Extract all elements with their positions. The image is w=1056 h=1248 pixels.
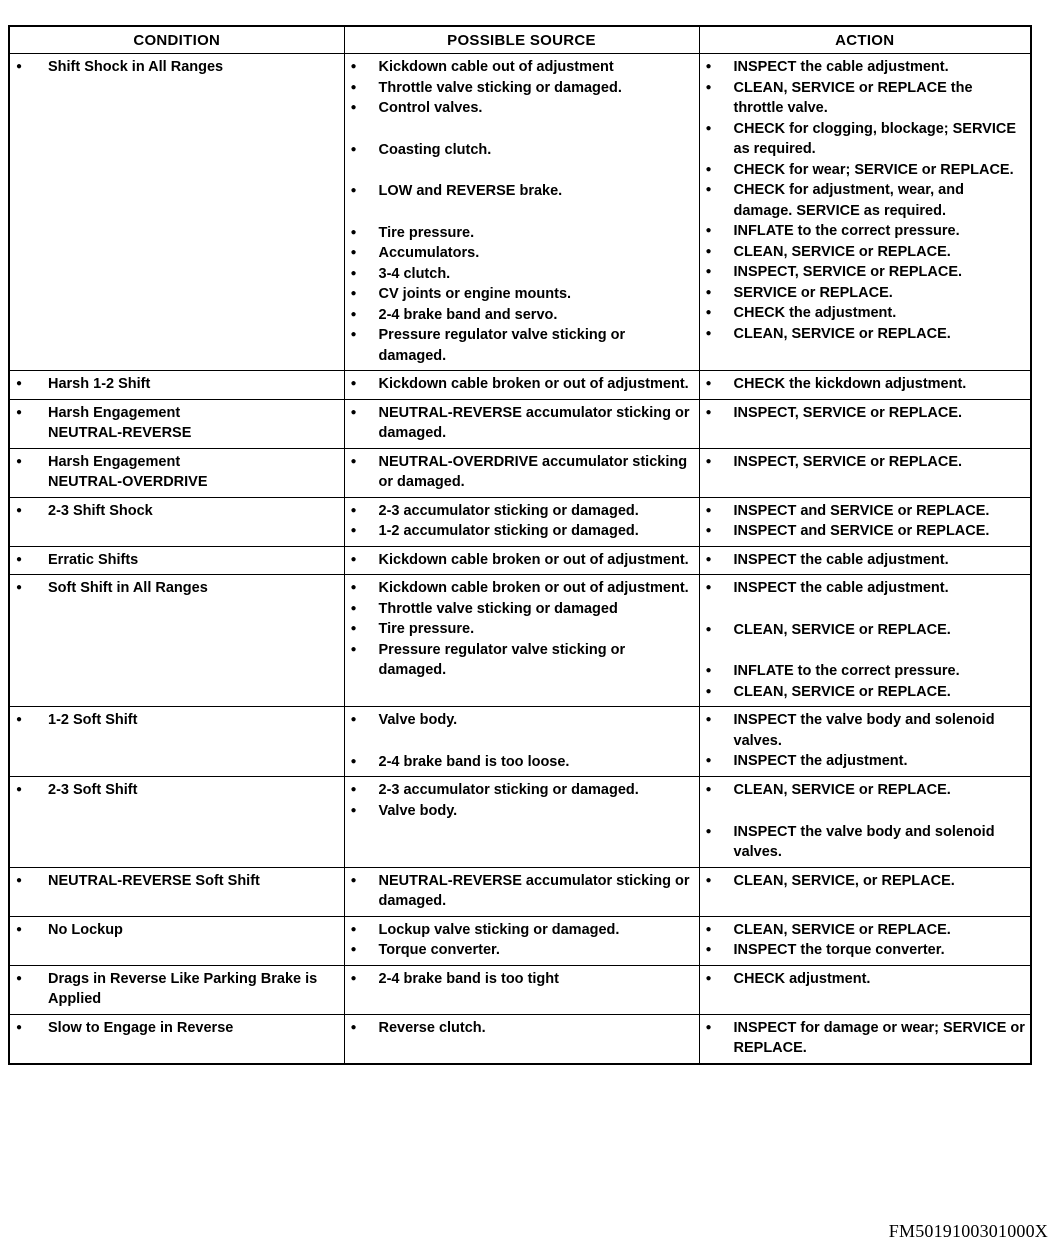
source-item: ● Tire pressure. bbox=[349, 223, 695, 244]
condition-item bbox=[14, 969, 340, 1010]
condition-text: ● Harsh Engagement bbox=[48, 453, 181, 470]
table-row bbox=[9, 965, 1031, 1014]
action-item: ● CLEAN, SERVICE or REPLACE. bbox=[704, 920, 1027, 941]
source-cell bbox=[344, 371, 699, 400]
action-item: ● CHECK the adjustment. bbox=[704, 303, 1027, 324]
condition-cell bbox=[9, 371, 344, 400]
source-cell bbox=[344, 546, 699, 575]
condition-cell bbox=[9, 497, 344, 546]
action-item: ● INSPECT the cable adjustment. bbox=[704, 550, 1027, 571]
source-item: ● Throttle valve sticking or damaged bbox=[349, 599, 695, 620]
condition-cell bbox=[9, 965, 344, 1014]
condition-cell bbox=[9, 448, 344, 497]
source-cell bbox=[344, 575, 699, 707]
condition-item bbox=[14, 57, 340, 78]
action-item: ● CLEAN, SERVICE or REPLACE. bbox=[704, 682, 1027, 703]
source-item: ● Kickdown cable broken or out of adjustment. bbox=[349, 578, 695, 599]
source-item: ● 3-4 clutch. bbox=[349, 264, 695, 285]
source-item: ● Accumulators. bbox=[349, 243, 695, 264]
action-cell bbox=[699, 399, 1031, 448]
condition-cell bbox=[9, 54, 344, 371]
table-row bbox=[9, 497, 1031, 546]
action-cell bbox=[699, 1014, 1031, 1064]
condition-text: ● Harsh Engagement bbox=[48, 404, 181, 421]
source-item: ● 2-4 brake band is too tight bbox=[349, 969, 695, 990]
source-item: ● 2-4 brake band is too loose. bbox=[349, 752, 695, 773]
action-item: ● INSPECT the valve body and solenoid valves. bbox=[704, 822, 1027, 863]
source-cell bbox=[344, 54, 699, 371]
table-row bbox=[9, 399, 1031, 448]
figure-id: FM5019100301000X bbox=[888, 1221, 1048, 1241]
condition-item bbox=[14, 501, 340, 522]
action-cell bbox=[699, 707, 1031, 777]
source-item: ● LOW and REVERSE brake. bbox=[349, 181, 695, 202]
table-row bbox=[9, 546, 1031, 575]
table-row bbox=[9, 867, 1031, 916]
action-cell bbox=[699, 916, 1031, 965]
condition-item bbox=[14, 1018, 340, 1039]
diagnosis-document bbox=[8, 25, 1030, 1065]
source-item: ● Coasting clutch. bbox=[349, 140, 695, 161]
action-item: ● CLEAN, SERVICE or REPLACE. bbox=[704, 242, 1027, 263]
table-row bbox=[9, 916, 1031, 965]
source-item: ● Kickdown cable broken or out of adjustment. bbox=[349, 550, 695, 571]
condition-item bbox=[14, 374, 340, 395]
source-item: ● 2-3 accumulator sticking or damaged. bbox=[349, 780, 695, 801]
action-item: ● INSPECT the cable adjustment. bbox=[704, 57, 1027, 78]
action-item: ● INSPECT, SERVICE or REPLACE. bbox=[704, 452, 1027, 473]
condition-text: NEUTRAL-OVERDRIVE bbox=[48, 474, 208, 490]
action-item: ● CHECK adjustment. bbox=[704, 969, 1027, 990]
source-item: ● Valve body. bbox=[349, 710, 695, 731]
action-item: ● CLEAN, SERVICE, or REPLACE. bbox=[704, 871, 1027, 892]
action-cell bbox=[699, 777, 1031, 868]
action-item: ● CLEAN, SERVICE or REPLACE the throttle valve. bbox=[704, 78, 1027, 119]
condition-text: ● 1-2 Soft Shift bbox=[48, 712, 138, 728]
condition-cell bbox=[9, 546, 344, 575]
condition-text: ● Harsh 1-2 Shift bbox=[48, 376, 151, 392]
header-action: ACTION bbox=[699, 26, 1031, 54]
source-item: ● 2-3 accumulator sticking or damaged. bbox=[349, 501, 695, 522]
source-item: ● NEUTRAL-OVERDRIVE accumulator sticking or damaged. bbox=[349, 452, 695, 493]
table-row bbox=[9, 448, 1031, 497]
table-row bbox=[9, 575, 1031, 707]
condition-text: ● 2-3 Shift Shock bbox=[48, 502, 153, 519]
action-cell bbox=[699, 546, 1031, 575]
condition-text: NEUTRAL-REVERSE bbox=[48, 425, 192, 441]
table-row bbox=[9, 777, 1031, 868]
condition-item bbox=[14, 871, 340, 892]
table-header-row bbox=[9, 26, 1031, 54]
action-cell bbox=[699, 965, 1031, 1014]
diagnosis-table bbox=[8, 25, 1032, 1065]
condition-text: ● No Lockup bbox=[48, 921, 123, 938]
source-cell bbox=[344, 916, 699, 965]
source-cell bbox=[344, 399, 699, 448]
source-item: ● NEUTRAL-REVERSE accumulator sticking or damaged. bbox=[349, 871, 695, 912]
condition-item bbox=[14, 920, 340, 941]
action-item: ● SERVICE or REPLACE. bbox=[704, 283, 1027, 304]
source-item: ● Pressure regulator valve sticking or damaged. bbox=[349, 325, 695, 366]
table-row bbox=[9, 54, 1031, 371]
action-item: ● CHECK the kickdown adjustment. bbox=[704, 374, 1027, 395]
condition-text: ● Soft Shift in All Ranges bbox=[48, 580, 208, 596]
source-cell bbox=[344, 707, 699, 777]
action-item: ● INSPECT, SERVICE or REPLACE. bbox=[704, 403, 1027, 424]
action-item: ● INSPECT and SERVICE or REPLACE. bbox=[704, 521, 1027, 542]
table-body bbox=[9, 54, 1031, 1064]
action-cell bbox=[699, 448, 1031, 497]
source-item: ● Pressure regulator valve sticking or damaged. bbox=[349, 640, 695, 681]
action-item: ● CHECK for clogging, blockage; SERVICE as required. bbox=[704, 119, 1027, 160]
source-cell bbox=[344, 965, 699, 1014]
source-item: ● Throttle valve sticking or damaged. bbox=[349, 78, 695, 99]
action-item: ● INSPECT, SERVICE or REPLACE. bbox=[704, 262, 1027, 283]
condition-text: ● 2-3 Soft Shift bbox=[48, 782, 138, 798]
action-item: ● INFLATE to the correct pressure. bbox=[704, 221, 1027, 242]
header-possible-source: POSSIBLE SOURCE bbox=[344, 26, 699, 54]
action-item: ● INFLATE to the correct pressure. bbox=[704, 661, 1027, 682]
action-cell bbox=[699, 497, 1031, 546]
condition-item bbox=[14, 578, 340, 599]
action-item: ● INSPECT the valve body and solenoid valves. bbox=[704, 710, 1027, 751]
action-item: ● INSPECT for damage or wear; SERVICE or REPLACE. bbox=[704, 1018, 1027, 1059]
condition-text: ● Erratic Shifts bbox=[48, 551, 139, 568]
action-item: ● CHECK for wear; SERVICE or REPLACE. bbox=[704, 160, 1027, 181]
condition-item bbox=[14, 403, 340, 444]
source-item: ● NEUTRAL-REVERSE accumulator sticking or damaged. bbox=[349, 403, 695, 444]
source-cell bbox=[344, 448, 699, 497]
source-cell bbox=[344, 867, 699, 916]
condition-cell bbox=[9, 777, 344, 868]
action-cell bbox=[699, 54, 1031, 371]
condition-cell bbox=[9, 867, 344, 916]
action-cell bbox=[699, 575, 1031, 707]
action-item: ● CLEAN, SERVICE or REPLACE. bbox=[704, 324, 1027, 345]
condition-text: ● Slow to Engage in Reverse bbox=[48, 1019, 234, 1036]
condition-cell bbox=[9, 399, 344, 448]
action-item: ● CHECK for adjustment, wear, and damage. SERVICE as required. bbox=[704, 180, 1027, 221]
condition-cell bbox=[9, 1014, 344, 1064]
action-item: ● CLEAN, SERVICE or REPLACE. bbox=[704, 620, 1027, 641]
action-cell bbox=[699, 867, 1031, 916]
source-cell bbox=[344, 497, 699, 546]
action-cell bbox=[699, 371, 1031, 400]
condition-cell bbox=[9, 575, 344, 707]
table-row bbox=[9, 707, 1031, 777]
source-item: ● 2-4 brake band and servo. bbox=[349, 305, 695, 326]
action-item: ● INSPECT the adjustment. bbox=[704, 751, 1027, 772]
source-item: ● Kickdown cable broken or out of adjustment. bbox=[349, 374, 695, 395]
condition-text: ● NEUTRAL-REVERSE Soft Shift bbox=[48, 872, 260, 889]
action-item: ● CLEAN, SERVICE or REPLACE. bbox=[704, 780, 1027, 801]
source-item: ● Torque converter. bbox=[349, 940, 695, 961]
action-item: ● INSPECT and SERVICE or REPLACE. bbox=[704, 501, 1027, 522]
condition-item bbox=[14, 550, 340, 571]
source-cell bbox=[344, 777, 699, 868]
source-item: ● Tire pressure. bbox=[349, 619, 695, 640]
source-cell bbox=[344, 1014, 699, 1064]
condition-text: ● Drags in Reverse Like Parking Brake is Applied bbox=[48, 970, 318, 1007]
source-item: ● 1-2 accumulator sticking or damaged. bbox=[349, 521, 695, 542]
source-item: ● CV joints or engine mounts. bbox=[349, 284, 695, 305]
action-item: ● INSPECT the torque converter. bbox=[704, 940, 1027, 961]
action-item: ● INSPECT the cable adjustment. bbox=[704, 578, 1027, 599]
source-item: ● Valve body. bbox=[349, 801, 695, 822]
table-row bbox=[9, 1014, 1031, 1064]
source-item: ● Reverse clutch. bbox=[349, 1018, 695, 1039]
condition-item bbox=[14, 452, 340, 493]
condition-item bbox=[14, 710, 340, 731]
source-item: ● Lockup valve sticking or damaged. bbox=[349, 920, 695, 941]
table-row bbox=[9, 371, 1031, 400]
source-item: ● Control valves. bbox=[349, 98, 695, 119]
condition-cell bbox=[9, 707, 344, 777]
source-item: ● Kickdown cable out of adjustment bbox=[349, 57, 695, 78]
header-condition: CONDITION bbox=[9, 26, 344, 54]
condition-item bbox=[14, 780, 340, 801]
condition-cell bbox=[9, 916, 344, 965]
condition-text: ● Shift Shock in All Ranges bbox=[48, 59, 224, 75]
